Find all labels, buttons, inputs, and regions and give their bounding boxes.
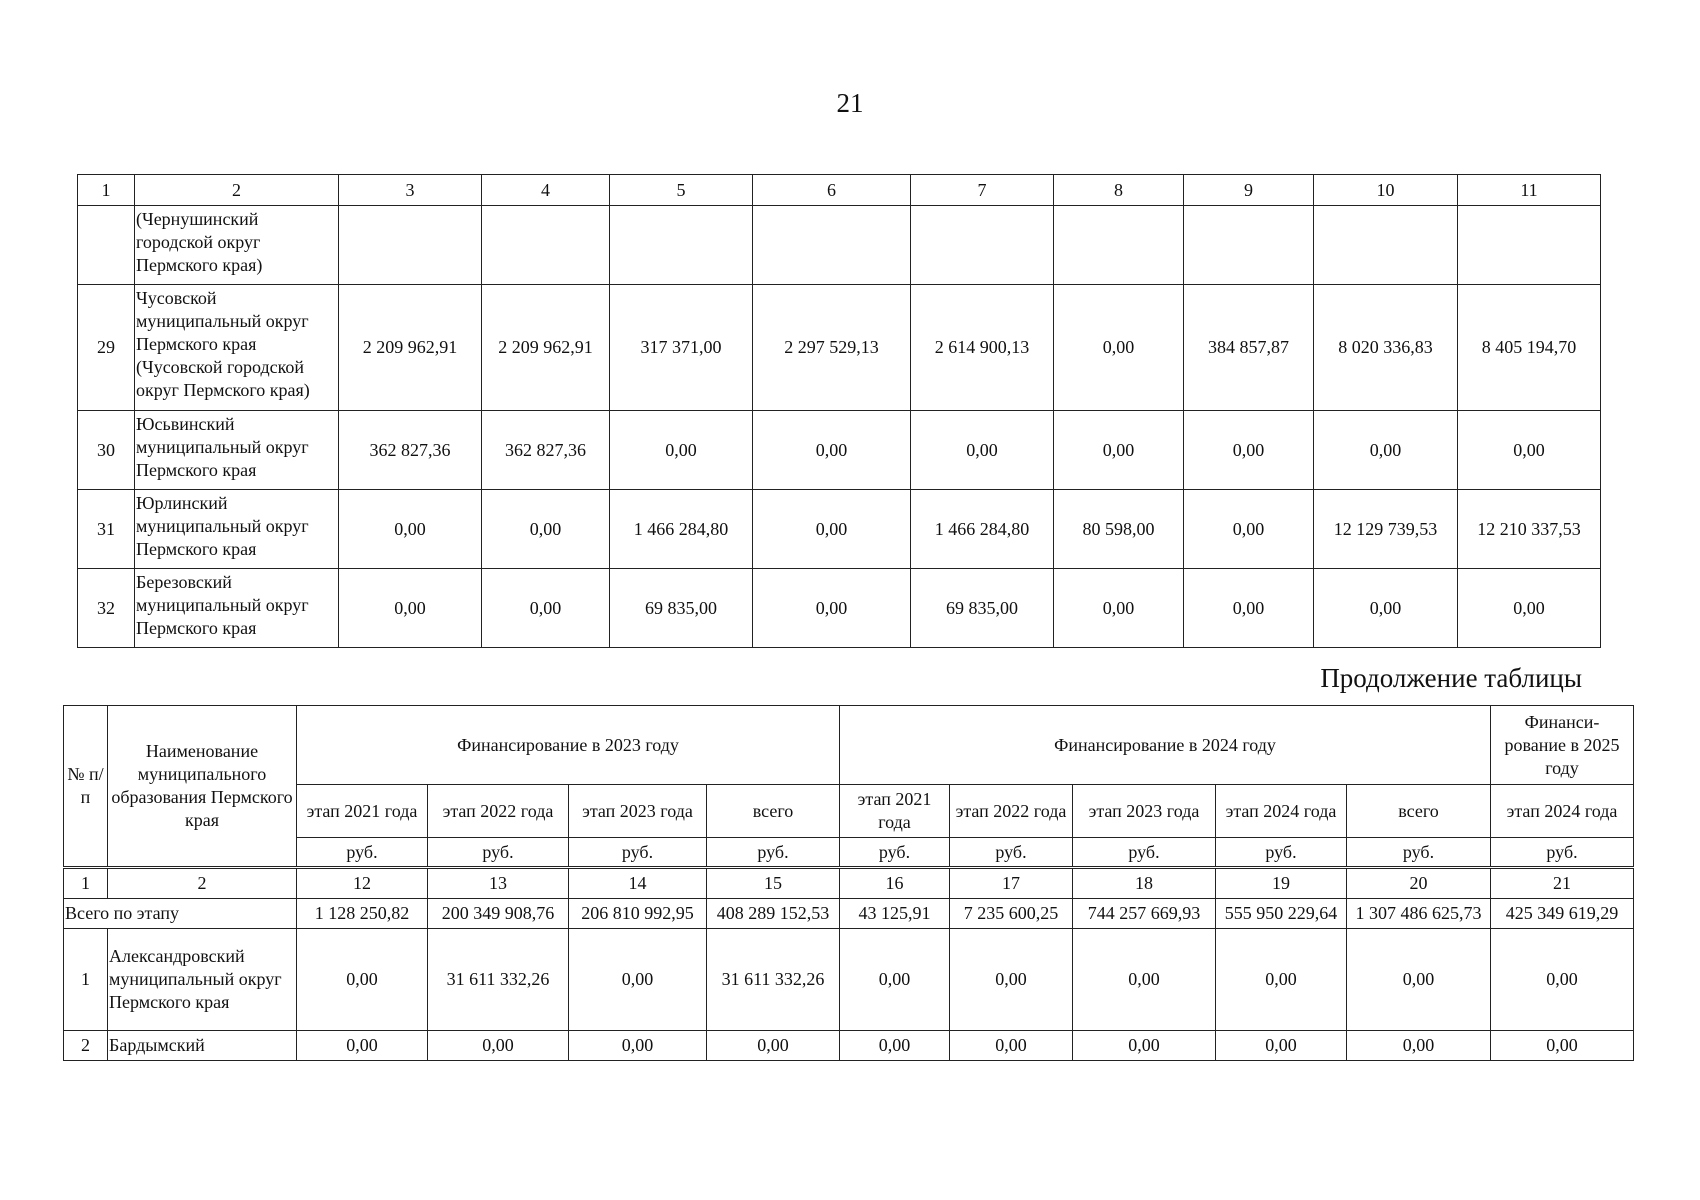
value-cell [1314,206,1458,285]
continuation-label: Продолжение таблицы [1320,663,1582,693]
value-cell: 0,00 [1184,490,1314,569]
total-value: 744 257 669,93 [1073,899,1216,929]
value-cell: 0,00 [707,1031,840,1061]
value-cell: 0,00 [1314,411,1458,490]
row-number: 32 [78,569,135,648]
column-number: 1 [64,868,108,899]
unit-label: руб. [707,838,840,868]
value-cell: 0,00 [950,1031,1073,1061]
value-cell: 0,00 [569,1031,707,1061]
value-cell: 1 466 284,80 [911,490,1054,569]
total-value: 7 235 600,25 [950,899,1073,929]
column-header-stage: этап 2022 года [950,785,1073,838]
unit-label: руб. [297,838,428,868]
value-cell: 2 614 900,13 [911,285,1054,411]
municipality-name: Бардымский [108,1031,297,1061]
value-cell: 0,00 [482,569,610,648]
value-cell: 362 827,36 [482,411,610,490]
value-cell: 0,00 [482,490,610,569]
value-cell: 8 405 194,70 [1458,285,1601,411]
value-cell: 2 209 962,91 [482,285,610,411]
value-cell: 0,00 [1216,929,1347,1031]
total-value: 1 307 486 625,73 [1347,899,1491,929]
value-cell: 0,00 [1458,569,1601,648]
column-number: 12 [297,868,428,899]
column-number: 21 [1491,868,1634,899]
column-group-2023: Финансирование в 2023 году [297,706,840,785]
value-cell: 0,00 [1184,569,1314,648]
table-row [78,569,1601,648]
unit-label: руб. [1491,838,1634,868]
column-header-stage: этап 2024 года [1491,785,1634,838]
column-number: 11 [1458,175,1601,206]
value-cell: 0,00 [840,929,950,1031]
value-cell: 0,00 [950,929,1073,1031]
value-cell [753,206,911,285]
value-cell: 2 297 529,13 [753,285,911,411]
column-header-stage: этап 2022 года [428,785,569,838]
table-row [78,490,1601,569]
column-group-2025: Финанси- рование в 2025 году [1491,706,1634,785]
column-number: 7 [911,175,1054,206]
value-cell: 0,00 [840,1031,950,1061]
value-cell: 0,00 [1347,1031,1491,1061]
total-row-label: Всего по этапу [64,899,297,929]
row-number: 30 [78,411,135,490]
row-number: 29 [78,285,135,411]
row-number: 1 [64,929,108,1031]
value-cell: 12 129 739,53 [1314,490,1458,569]
value-cell [610,206,753,285]
total-value: 43 125,91 [840,899,950,929]
unit-label: руб. [428,838,569,868]
column-number: 1 [78,175,135,206]
column-header-stage: этап 2024 года [1216,785,1347,838]
unit-label: руб. [1347,838,1491,868]
funding-table-part-2 [63,705,1634,1061]
value-cell: 0,00 [1054,411,1184,490]
value-cell: 0,00 [1347,929,1491,1031]
page-number: 21 [836,88,864,118]
value-cell: 0,00 [911,411,1054,490]
column-number: 3 [339,175,482,206]
municipality-name: Юрлинский муниципальный округ Пермского края [135,490,339,569]
value-cell: 69 835,00 [911,569,1054,648]
value-cell: 1 466 284,80 [610,490,753,569]
unit-label: руб. [840,838,950,868]
row-number: 31 [78,490,135,569]
value-cell [1458,206,1601,285]
value-cell: 0,00 [1073,929,1216,1031]
value-cell [339,206,482,285]
value-cell: 31 611 332,26 [707,929,840,1031]
value-cell: 0,00 [1073,1031,1216,1061]
value-cell: 0,00 [569,929,707,1031]
value-cell: 0,00 [297,1031,428,1061]
header-row-units [64,838,1634,868]
funding-table-part-1 [77,174,1601,648]
unit-label: руб. [569,838,707,868]
total-value: 425 349 619,29 [1491,899,1634,929]
column-number: 14 [569,868,707,899]
value-cell: 0,00 [339,490,482,569]
column-header-total: всего [1347,785,1491,838]
column-number: 9 [1184,175,1314,206]
value-cell: 12 210 337,53 [1458,490,1601,569]
header-row-stages [64,785,1634,838]
total-row [64,899,1634,929]
column-number: 16 [840,868,950,899]
value-cell: 0,00 [1054,285,1184,411]
total-value: 200 349 908,76 [428,899,569,929]
total-value: 555 950 229,64 [1216,899,1347,929]
column-header-stage: этап 2023 года [569,785,707,838]
column-number: 13 [428,868,569,899]
column-number: 8 [1054,175,1184,206]
value-cell: 0,00 [1458,411,1601,490]
value-cell: 0,00 [753,411,911,490]
column-number: 6 [753,175,911,206]
value-cell [1054,206,1184,285]
column-header-stage: этап 2021 года [840,785,950,838]
column-header-stage: этап 2021 года [297,785,428,838]
value-cell: 317 371,00 [610,285,753,411]
municipality-name: Чусовской муниципальный округ Пермского края (Чусовской городской округ Пермского края) [135,285,339,411]
header-row-groups [64,706,1634,785]
municipality-name: (Чернушинский городской округ Пермского края) [135,206,339,285]
value-cell: 0,00 [339,569,482,648]
value-cell: 0,00 [1491,1031,1634,1061]
value-cell: 80 598,00 [1054,490,1184,569]
value-cell: 0,00 [428,1031,569,1061]
value-cell: 0,00 [297,929,428,1031]
table-row [64,929,1634,1031]
municipality-name: Березовский муниципальный округ Пермского края [135,569,339,648]
value-cell [482,206,610,285]
column-number: 2 [135,175,339,206]
value-cell: 0,00 [753,490,911,569]
column-number: 5 [610,175,753,206]
column-number: 2 [108,868,297,899]
value-cell: 2 209 962,91 [339,285,482,411]
column-header-number: № п/п [64,706,108,868]
value-cell: 0,00 [1184,411,1314,490]
total-value: 1 128 250,82 [297,899,428,929]
value-cell: 0,00 [1314,569,1458,648]
unit-label: руб. [950,838,1073,868]
unit-label: руб. [1216,838,1347,868]
column-number: 10 [1314,175,1458,206]
value-cell [911,206,1054,285]
total-value: 408 289 152,53 [707,899,840,929]
column-number: 18 [1073,868,1216,899]
value-cell: 0,00 [610,411,753,490]
value-cell: 8 020 336,83 [1314,285,1458,411]
table-row [64,1031,1634,1061]
value-cell: 0,00 [1491,929,1634,1031]
total-value: 206 810 992,95 [569,899,707,929]
column-header-stage: этап 2023 года [1073,785,1216,838]
column-numbering-row [78,175,1601,206]
table-row [78,411,1601,490]
value-cell: 362 827,36 [339,411,482,490]
row-number [78,206,135,285]
column-header-name: Наименование муниципального образования Пермского края [108,706,297,868]
column-number: 15 [707,868,840,899]
table-row [78,206,1601,285]
column-group-2024: Финансирование в 2024 году [840,706,1491,785]
row-number: 2 [64,1031,108,1061]
value-cell: 384 857,87 [1184,285,1314,411]
column-number: 4 [482,175,610,206]
unit-label: руб. [1073,838,1216,868]
value-cell [1184,206,1314,285]
column-header-total: всего [707,785,840,838]
column-number: 17 [950,868,1073,899]
table-row [78,285,1601,411]
value-cell: 31 611 332,26 [428,929,569,1031]
column-number: 20 [1347,868,1491,899]
column-numbering-row [64,868,1634,899]
value-cell: 0,00 [1054,569,1184,648]
municipality-name: Юсьвинский муниципальный округ Пермского края [135,411,339,490]
value-cell: 0,00 [753,569,911,648]
municipality-name: Александровский муниципальный округ Пермского края [108,929,297,1031]
value-cell: 0,00 [1216,1031,1347,1061]
value-cell: 69 835,00 [610,569,753,648]
column-number: 19 [1216,868,1347,899]
